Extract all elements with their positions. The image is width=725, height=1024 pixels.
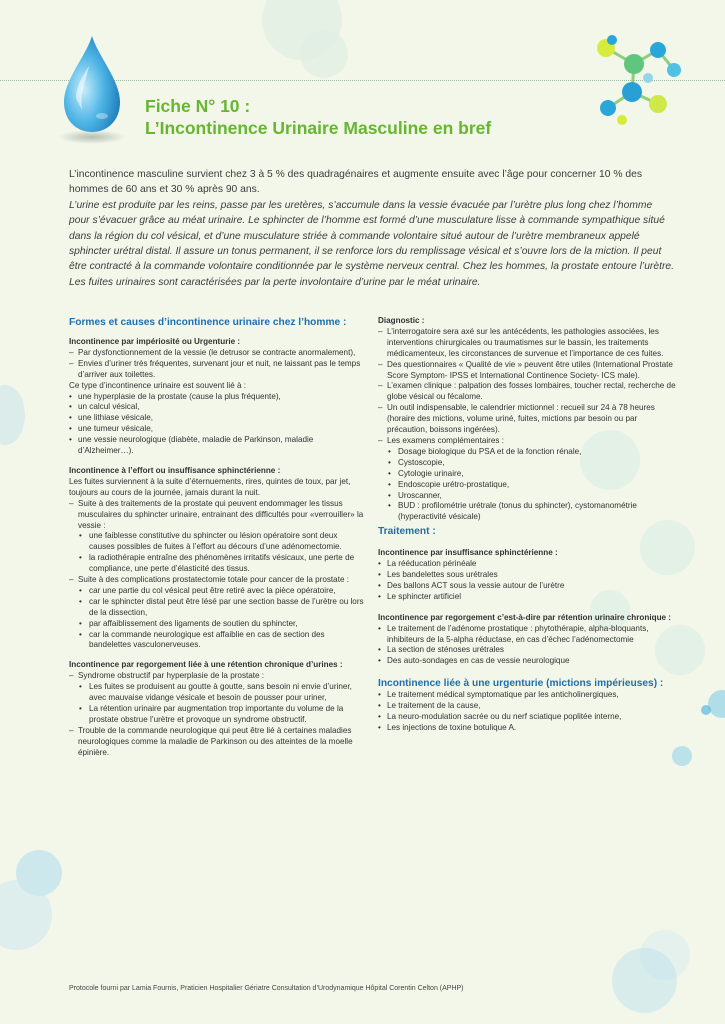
- bullet-item: • une faiblesse constitutive du sphincter ou lésion opératoire sont deux causes possibles de fuites à l’effort au décours d’une adénomectomie.: [69, 531, 365, 553]
- background-bubble: [672, 746, 692, 766]
- dash-item: – L’examen clinique : palpation des fosses lombaires, toucher rectal, recherche de globe vésical ou fécalome.: [378, 381, 676, 403]
- subsection-heading: Incontinence par regorgement c’est-à-dire par rétention urinaire chronique :: [378, 612, 672, 622]
- dash-item: – Les examens complémentaires :: [378, 436, 676, 447]
- background-bubble: [701, 705, 711, 715]
- title-line-1: Fiche N° 10 :: [145, 96, 251, 116]
- intro-paragraph: L’incontinence masculine survient chez 3 à 5 % des quadragénaires et augmente ensuite avec l’âge pour concerner 10 % des hommes de 60 ans et 30 % après 90 ans.: [69, 169, 642, 196]
- left-column: [69, 316, 365, 759]
- dash-item: – Par dysfonctionnement de la vessie (le detrusor se contracte anormalement),: [69, 348, 365, 359]
- bullet-item: • Les injections de toxine botulique A.: [378, 723, 676, 734]
- dash-item: – Un outil indispensable, le calendrier mictionnel : recueil sur 24 à 78 heures (horaire des mictions, volume uriné, fuites, mictions par besoin ou par précaution, boissons ingérées).: [378, 403, 676, 436]
- bullet-item: • Le sphincter artificiel: [378, 592, 676, 603]
- dash-item: – L’interrogatoire sera axé sur les antécédents, les pathologies associées, les interventions chirurgicales ou traumatismes sur le bassin, les traitements médicamenteux, les circonstances de survenue et l’importance de ces fuites.: [378, 327, 676, 360]
- bullet-item: • car la commande neurologique est affaiblie en cas de section des bandelettes vasculonerveuses.: [69, 630, 365, 652]
- background-bubble: [300, 30, 348, 78]
- bullet-item: • La rééducation périnéale: [378, 559, 676, 570]
- subsection-heading: Incontinence par impériosité ou Urgenturie :: [69, 337, 241, 346]
- bullet-item: • une vessie neurologique (diabète, maladie de Parkinson, maladie d’Alzheimer…).: [69, 435, 365, 457]
- dash-item: – Trouble de la commande neurologique qui peut être lié à certaines maladies neurologiques comme la maladie de Parkinson ou des atteintes de la moelle épinière.: [69, 726, 365, 759]
- bullet-item: • Uroscanner,: [378, 491, 676, 502]
- subsection-heading: Incontinence par regorgement liée à une rétention chronique d’urines :: [69, 660, 343, 670]
- bullet-item: • Des ballons ACT sous la vessie autour de l’urètre: [378, 581, 676, 592]
- bullet-item: • La rétention urinaire par augmentation trop importante du volume de la prostate obstrue l’urètre et provoque un syndrome obstructif.: [69, 704, 365, 726]
- bullet-item: • car une partie du col vésical peut être retiré avec la pièce opératoire,: [69, 586, 365, 597]
- bullet-item: • car le sphincter distal peut être lésé par une section basse de l’urètre ou lors de la dissection,: [69, 597, 365, 619]
- paragraph: Ce type d’incontinence urinaire est souvent lié à :: [69, 380, 247, 390]
- subsection-heading: Incontinence par insuffisance sphinctérienne :: [378, 548, 558, 558]
- section-title-causes: Formes et causes d’incontinence urinaire chez l’homme :: [69, 317, 347, 328]
- background-bubble: [612, 948, 677, 1013]
- bullet-item: • un calcul vésical,: [69, 402, 365, 413]
- bullet-item: • Endoscopie urétro-prostatique,: [378, 480, 676, 491]
- bullet-item: • Dosage biologique du PSA et de la fonction rénale,: [378, 447, 676, 458]
- section-title-treatment: Traitement :: [378, 526, 436, 538]
- background-bubble: [0, 385, 25, 445]
- background-bubble: [708, 690, 725, 718]
- bullet-item: • La neuro-modulation sacrée ou du nerf sciatique poplitée interne,: [378, 712, 676, 723]
- paragraph: Les fuites surviennent à la suite d’éternuements, rires, quintes de toux, par jet, toujours au cours de la journée, jamais durant la nuit.: [69, 476, 351, 497]
- dash-item: – Suite à des traitements de la prostate qui peuvent endommager les tissus musculaires du sphincter urinaire, entrainant des difficultés pour «verrouiller» la vessie :: [69, 499, 365, 532]
- bullet-item: • BUD : profilométrie urétrale (tonus du sphincter), cystomanométrie (hyperactivité vésicale): [378, 501, 676, 523]
- page-title: [145, 95, 491, 139]
- dash-item: – Suite à des complications prostatectomie totale pour cancer de la prostate :: [69, 575, 365, 586]
- subsection-heading: Incontinence à l’effort ou insuffisance sphinctérienne :: [69, 465, 281, 475]
- footer-credit: Protocole fourni par Lamia Fournis, Praticien Hospitalier Gériatre Consultation d’Urodynamique Hôpital Corentin Celton (APHP): [69, 985, 464, 992]
- bullet-item: • Le traitement de l’adénome prostatique : phytothérapie, alpha-bloquants, inhibiteurs de la 5-alpha réductase, en cas d’échec l’adénomectomie: [378, 624, 676, 646]
- bullet-item: • Les bandelettes sous urétrales: [378, 570, 676, 581]
- bullet-item: • Le traitement de la cause,: [378, 701, 676, 712]
- dash-item: – Envies d’uriner très fréquentes, survenant jour et nuit, ne laissant pas le temps d’arriver aux toilettes.: [69, 359, 365, 381]
- right-column: [378, 316, 676, 734]
- bullet-item: • une tumeur vésicale,: [69, 424, 365, 435]
- dash-item: – Syndrome obstructif par hyperplasie de la prostate :: [69, 671, 365, 682]
- section-title-urgenturie: Incontinence liée à une urgenturie (mictions impérieuses) :: [378, 678, 664, 690]
- bullet-item: • la radiothérapie entraîne des phénomènes irritatifs vésicaux, une perte de compliance, une perte d’élasticité des tissus.: [69, 553, 365, 575]
- bullet-item: • La section de sténoses urétrales: [378, 645, 676, 656]
- molecule-icon: [592, 30, 688, 130]
- intro-italic-paragraph: L’urine est produite par les reins, passe par les uretères, s’accumule dans la vessie évacuée par l’urètre plus long chez l’homme pour s’évacuer grâce au méat urinaire. Le sphincter de l’homme est formé d’une musculature lisse à commande sympathique situé dans la région du col vésical, et d’une musculature striée à commande volontaire situé autour de l’urètre membraneux appelé sphincter urétral distal. Il assure un tonus permanent, il se renforce lors du remplissage vésical et s’ouvre lors de la miction. Il peut être contracté à la commande volontaire conditionnée par le système nerveux central. Chez les hommes, la prostate entoure l’urètre. Les fuites urinaires sont caractérisées par la perte involontaire d’urine par le méat urinaire.: [69, 199, 674, 288]
- bullet-item: • par affaiblissement des ligaments de soutien du sphincter,: [69, 619, 365, 630]
- bullet-item: • Cystoscopie,: [378, 458, 676, 469]
- bullet-item: • une lithiase vésicale,: [69, 413, 365, 424]
- water-drop-icon: [56, 34, 128, 146]
- bullet-item: • Des auto-sondages en cas de vessie neurologique: [378, 656, 676, 667]
- title-line-2: L’Incontinence Urinaire Masculine en bref: [145, 118, 492, 138]
- bullet-item: • Les fuites se produisent au goutte à goutte, sans besoin ni envie d’uriner, avec mauvaise vidange vésicale et besoin de pousser pour uriner,: [69, 682, 365, 704]
- bullet-item: • Cytologie urinaire,: [378, 469, 676, 480]
- subsection-heading: Diagnostic :: [378, 316, 425, 325]
- intro-section: [69, 167, 675, 290]
- bullet-item: • Le traitement médical symptomatique par les anticholinergiques,: [378, 690, 676, 701]
- dash-item: – Des questionnaires « Qualité de vie » peuvent être utiles (International Prostate Score Symptom- IPSS et International Continence Society- ICS male).: [378, 360, 676, 382]
- bullet-item: • une hyperplasie de la prostate (cause la plus fréquente),: [69, 392, 365, 403]
